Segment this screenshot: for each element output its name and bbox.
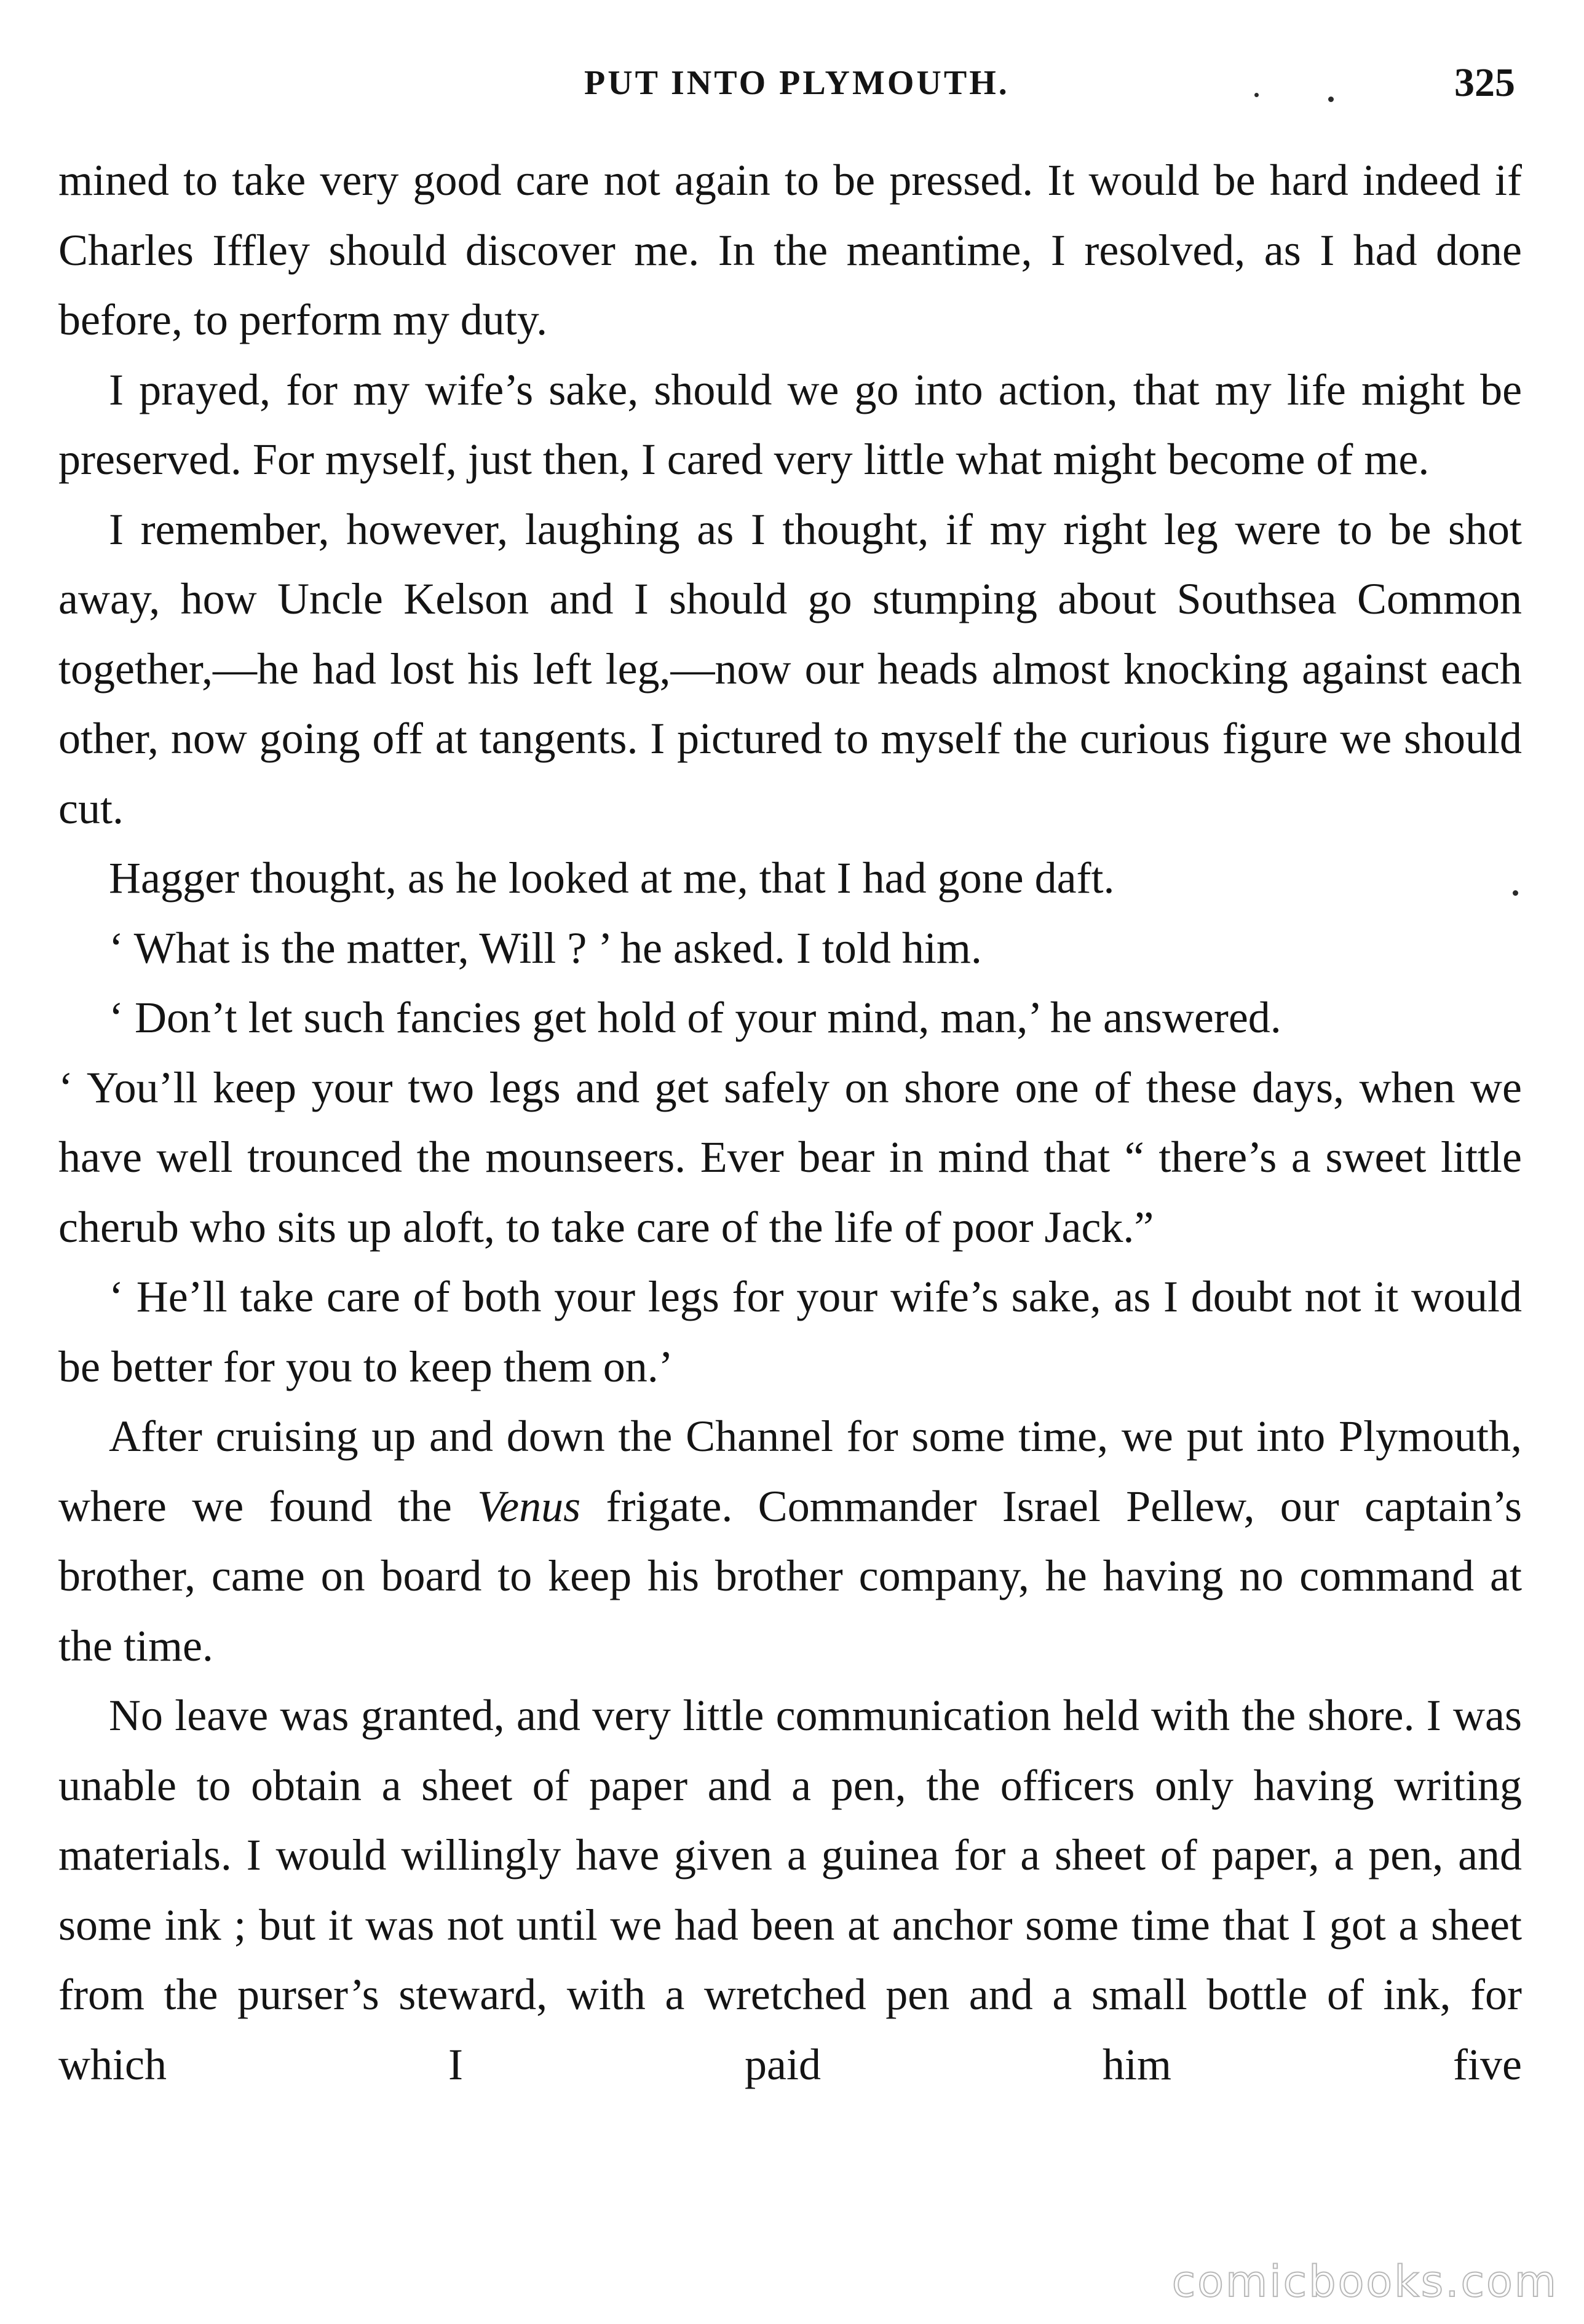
text-line: ‘ Don’t let such fancies get hold of your mind, man,’ he answered.: [109, 993, 1281, 1042]
ship-name-italic: Venus: [477, 1481, 581, 1531]
text-line: that “ there’s a sweet little cherub who sits up aloft, to take care of the: [58, 1132, 1523, 1252]
text-line: almost knocking against each other, now going off at tangents. I: [58, 644, 1523, 763]
text-line: Hagger thought, as he looked at me, that I had gone daft.: [109, 853, 1115, 903]
text-line: been at anchor some time that I got a sheet from the purser’s steward,: [58, 1900, 1523, 2019]
text-line: might be preserved. For myself, just then, I cared very little what: [58, 365, 1523, 484]
ink-speck: [1328, 97, 1334, 102]
watermark: comicbooks.com: [1171, 2256, 1558, 2307]
ink-speck: [1254, 93, 1259, 97]
text-run: frigate. Commander Israel: [580, 1481, 1101, 1531]
text-line: pictured to myself the curious figure we should cut.: [58, 714, 1523, 833]
text-line: Southsea Common together,—he had lost his left leg,—now our heads: [58, 574, 1523, 694]
text-line: days, when we have well trounced the mounseers. Ever bear in mind: [58, 1062, 1522, 1182]
paragraph: [58, 1402, 1522, 1681]
text-line: After cruising up and down the Channel for some time, we put into: [109, 1412, 1326, 1461]
text-line: it would be better for you to keep them on.’: [58, 1272, 1522, 1391]
paragraph-continues-next-page: [58, 1681, 1522, 2100]
text-line: No leave was granted, and very little communication held with the: [109, 1691, 1296, 1740]
text-line: life of poor Jack.”: [834, 1202, 1154, 1252]
text-line: only having writing materials. I would willingly have given a guinea: [58, 1760, 1523, 1879]
text-run: Plymouth, where we found the: [58, 1412, 1522, 1531]
running-head: [0, 58, 1584, 108]
text-line: shore. I was unable to obtain a sheet of paper and a pen, the officers: [58, 1691, 1523, 1810]
text-line: mined to take very good care not again to be pressed. It would be: [58, 156, 1256, 205]
text-line: with a wretched pen and a small bottle of ink, for which I paid him five: [58, 1970, 1523, 2089]
text-line: I prayed, for my wife’s sake, should we go into action, that my life: [109, 365, 1346, 414]
paragraph: [58, 495, 1522, 844]
running-title: PUT INTO PLYMOUTH.: [584, 64, 1010, 102]
dialogue-paragraph: [58, 1262, 1522, 1402]
paragraph: [58, 355, 1522, 495]
text-line: ‘ What is the matter, Will ? ’ he asked. I told him.: [109, 923, 982, 973]
text-line: Pellew, our captain’s brother, came on board to keep his brother: [58, 1481, 1523, 1600]
body-text: [58, 146, 1522, 2100]
text-line: I remember, however, laughing as I thought, if my right leg were to: [109, 504, 1372, 554]
text-line: might become of me.: [1053, 435, 1430, 484]
text-line: ‘ He’ll take care of both your legs for your wife’s sake, as I doubt not: [109, 1272, 1361, 1321]
text-line: be shot away, how Uncle Kelson and I should go stumping about: [58, 504, 1523, 623]
paragraph-continued: [58, 146, 1522, 355]
page-number: 325: [1454, 60, 1515, 105]
paragraph: [58, 844, 1522, 914]
dialogue-paragraph: [58, 914, 1522, 984]
text-line: company, he having no command at the time.: [58, 1551, 1523, 1670]
text-line: resolved, as I had done before, to perform my duty.: [58, 225, 1523, 344]
text-line: hard indeed if Charles Iffley should discover me. In the meantime, I: [58, 156, 1522, 275]
dialogue-paragraph: [58, 983, 1522, 1053]
dialogue-paragraph: [58, 1053, 1522, 1263]
text-line: for a sheet of paper, a pen, and some ink ; but it was not until we had: [58, 1830, 1523, 1950]
text-line: ‘ You’ll keep your two legs and get safely on shore one of these: [58, 1062, 1237, 1112]
